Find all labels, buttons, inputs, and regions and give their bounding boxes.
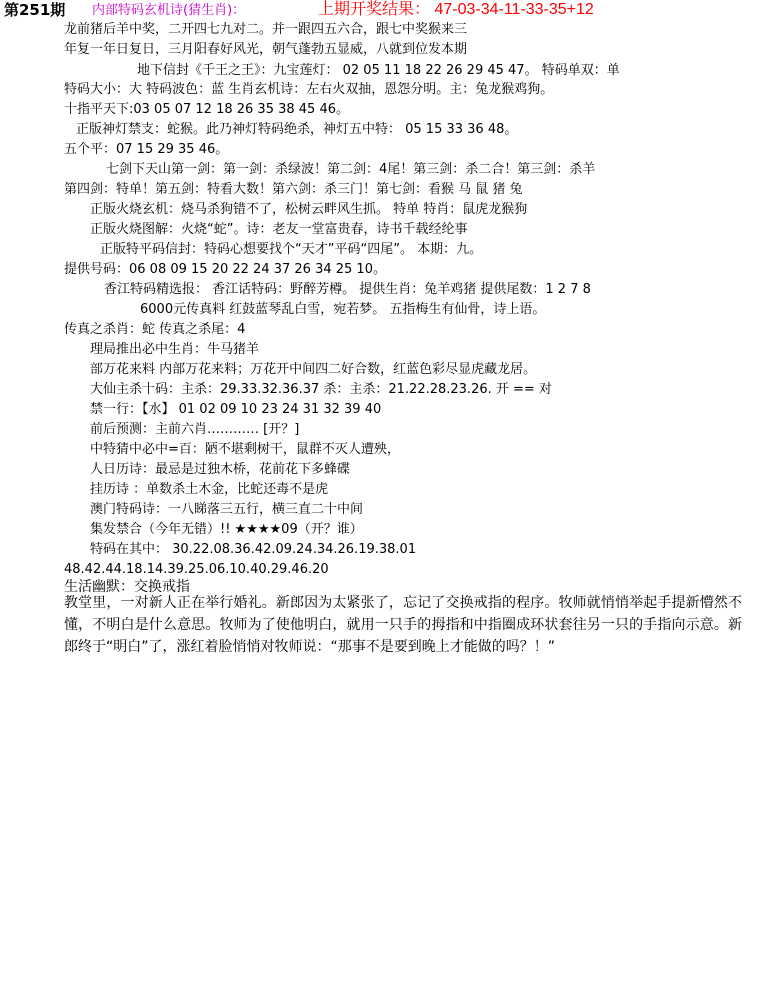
front-back-prediction: 前后预测：主前六肖………… [开？]: [90, 422, 300, 437]
provided-numbers: 提供号码：06 08 09 15 20 22 24 37 26 34 25 10。: [64, 262, 386, 277]
fax-material: 6000元传真料 红鼓蓝琴乱白雪，宛若梦。 五指梅生有仙骨，诗上语。: [140, 302, 546, 317]
poem-line-1: 龙前猪后羊中奖，二开四七九对二。并一跟四五六合，跟七中奖猴来三: [64, 22, 468, 37]
must-win-zodiac: 理局推出必中生肖：牛马猪羊: [90, 342, 260, 357]
poem-subtitle: 内部特码玄机诗(猜生肖)：: [92, 3, 246, 18]
hanging-calendar-poem: 挂历诗 ：单数杀土木金，比蛇还毒不是虎: [90, 482, 329, 497]
special-numbers-line-2: 48.42.44.18.14.39.25.06.10.40.29.46.20: [64, 562, 329, 577]
forbidden-row: 禁一行：【水】 01 02 09 10 23 24 31 32 39 40: [90, 402, 382, 417]
hongkong-selection: 香江特码精选报： 香江话特码：野醉芳樽。 提供生肖：兔羊鸡猪 提供尾数：1 2 7 8: [104, 282, 591, 297]
wanhua-material: 部万花来料 内部万花来料；万花开中间四二好合数，红蓝色彩尽显虎藏龙居。: [90, 362, 537, 377]
macau-poem: 澳门特码诗：一八睇落三五行，横三直二十中间: [90, 502, 364, 517]
calendar-poem: 人日历诗：最忌是过独木桥，花前花下多蜂碟: [90, 462, 351, 477]
poem-line-2: 年复一年日复日，三月阳春好风光，朝气蓬勃五显威，八就到位发本期: [64, 42, 468, 57]
fire-mystery-line: 正版火烧玄机：烧马杀狗错不了，松树云畔风生抓。 特单 特肖：鼠虎龙猴狗: [90, 202, 528, 217]
ten-fingers-line: 十指平天下:03 05 07 12 18 26 35 38 45 46。: [64, 102, 349, 117]
special-size-color: 特码大小：大 特码波色：蓝 生肖玄机诗：左右火双抽，恩怨分明。主：兔龙猴鸡狗。: [64, 82, 554, 97]
humor-story: 教堂里，一对新人正在举行婚礼。新郎因为太紧张了，忘记了交换戒指的程序。牧师就悄悄举起手提新懵然不懂，不明白是什么意思。牧师为了使他明白，就用一只手的拇指和中指圈成环状套往另一只的手指向示意。新郎终于“明白”了，涨红着脸悄悄对牧师说：“那事不是要到晚上才能做的吗？！”: [64, 595, 742, 655]
must-hit-line: 中特猜中必中=百：陋不堪剩树干，鼠群不灭人遭殃，: [90, 442, 400, 457]
god-lamp-line: 正版神灯禁支：蛇猴。此乃神灯特码绝杀，神灯五中特： 05 15 33 36 48。: [76, 122, 518, 137]
fax-kill-line: 传真之杀肖：蛇 传真之杀尾：4: [64, 322, 246, 337]
underground-envelope: 地下信封《千王之王》：九宝莲灯： 02 05 11 18 22 26 29 45 47。 特码单双：单: [137, 63, 620, 78]
special-numbers-line-1: 特码在其中： 30.22.08.36.42.09.24.34.26.19.38.01: [90, 542, 417, 557]
five-flat-line: 五个平：07 15 29 35 46。: [64, 142, 229, 157]
fire-diagram-line: 正版火烧图解：火烧“蛇”。诗：老友一堂富贵春，诗书千载经纶事: [90, 222, 468, 237]
issue-number: 第251期: [4, 1, 66, 19]
humor-title: 生活幽默：交换戒指: [64, 579, 190, 595]
seven-swords-line-2: 第四剑：特单！第五剑：特看大数！第六剑：杀三门！第七剑：看猴 马 鼠 猪 兔: [64, 182, 523, 197]
seven-swords-line-1: 七剑下天山第一剑：第一剑：杀绿波！第二剑：4尾！第三剑：杀二合！第三剑：杀羊: [106, 162, 596, 177]
envelope-line: 正版特平码信封：特码心想要找个“天才”平码“四尾”。 本期：九。: [100, 242, 483, 257]
immortal-kill-ten: 大仙主杀十码：主杀：29.33.32.36.37 杀：主杀：21.22.28.23.26. 开 == 对: [90, 382, 552, 397]
collection-forbidden: 集发禁合（今年无错）!! ★★★★09（开？谁）: [90, 522, 363, 537]
last-draw-result: 上期开奖结果： 47-03-34-11-33-35+12: [318, 1, 594, 18]
